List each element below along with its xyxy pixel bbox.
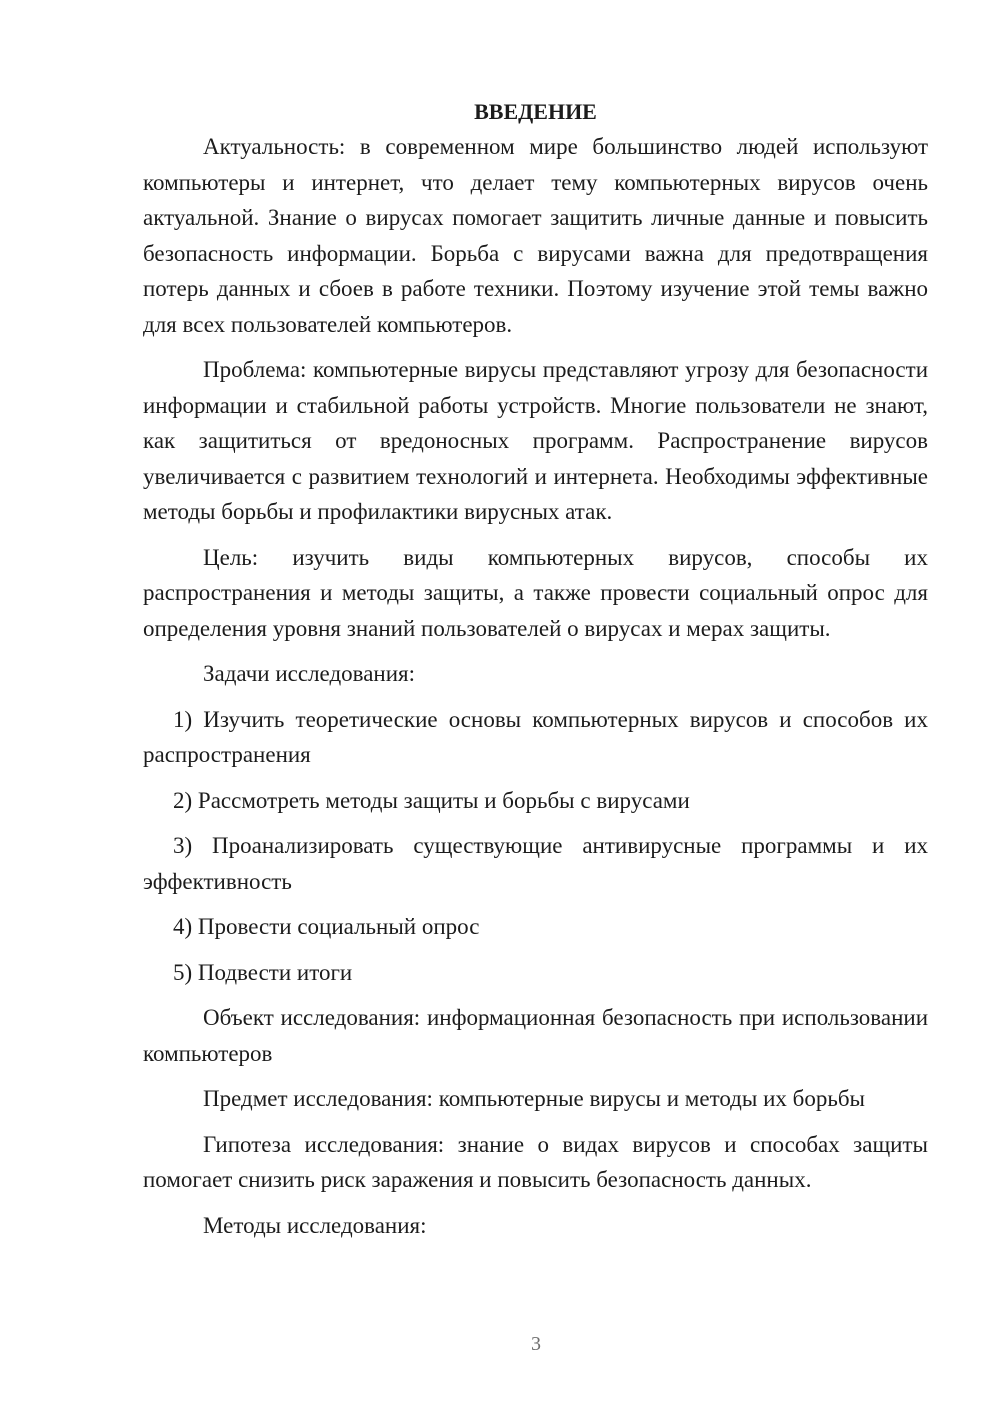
page-number: 3 <box>531 1333 541 1355</box>
object-paragraph: Объект исследования: информационная безопасность при использовании компьютеров <box>143 1005 928 1066</box>
task-item-4: 4) Провести социальный опрос <box>173 914 480 939</box>
task-item-3: 3) Проанализировать существующие антивирусные программы и их эффективность <box>143 833 928 894</box>
subject-paragraph: Предмет исследования: компьютерные вирусы и методы их борьбы <box>203 1086 865 1111</box>
tasks-heading: Задачи исследования: <box>203 661 416 686</box>
task-item-2: 2) Рассмотреть методы защиты и борьбы с вирусами <box>173 787 690 813</box>
task-item-1: 1) Изучить теоретические основы компьютерных вирусов и способов их распространения <box>143 706 928 767</box>
goal-paragraph: Цель: изучить виды компьютерных вирусов, способы их распространения и методы защиты, а также провести социальный опрос для определения уровня знаний пользователей о вирусах и мерах защиты. <box>143 544 928 641</box>
relevance-paragraph: Актуальность: в современном мире большинство людей используют компьютеры и интернет, что делает тему компьютерных вирусов очень актуальной. Знание о вирусах помогает защитить личные данные и повысить безопасность информации. Борьба с вирусами важна для предотвращения потерь данных и сбоев в работе техники. Поэтому изучение этой темы важно для всех пользователей компьютеров. <box>143 134 928 337</box>
hypothesis-paragraph: Гипотеза исследования: знание о видах вирусов и способах защиты помогает снизить риск заражения и повысить безопасность данных. <box>143 1131 928 1192</box>
problem-paragraph: Проблема: компьютерные вирусы представляют угрозу для безопасности информации и стабильной работы устройств. Многие пользователи не знают, как защититься от вредоносных программ. Распространение вирусов увеличивается с развитием технологий и интернета. Необходимы эффективные методы борьбы и профилактики вирусных атак. <box>143 357 928 524</box>
task-item-5: 5) Подвести итоги <box>173 959 353 985</box>
methods-heading: Методы исследования: <box>203 1212 427 1238</box>
page-content <box>143 94 928 1243</box>
page-title: ВВЕДЕНИЕ <box>474 99 597 124</box>
